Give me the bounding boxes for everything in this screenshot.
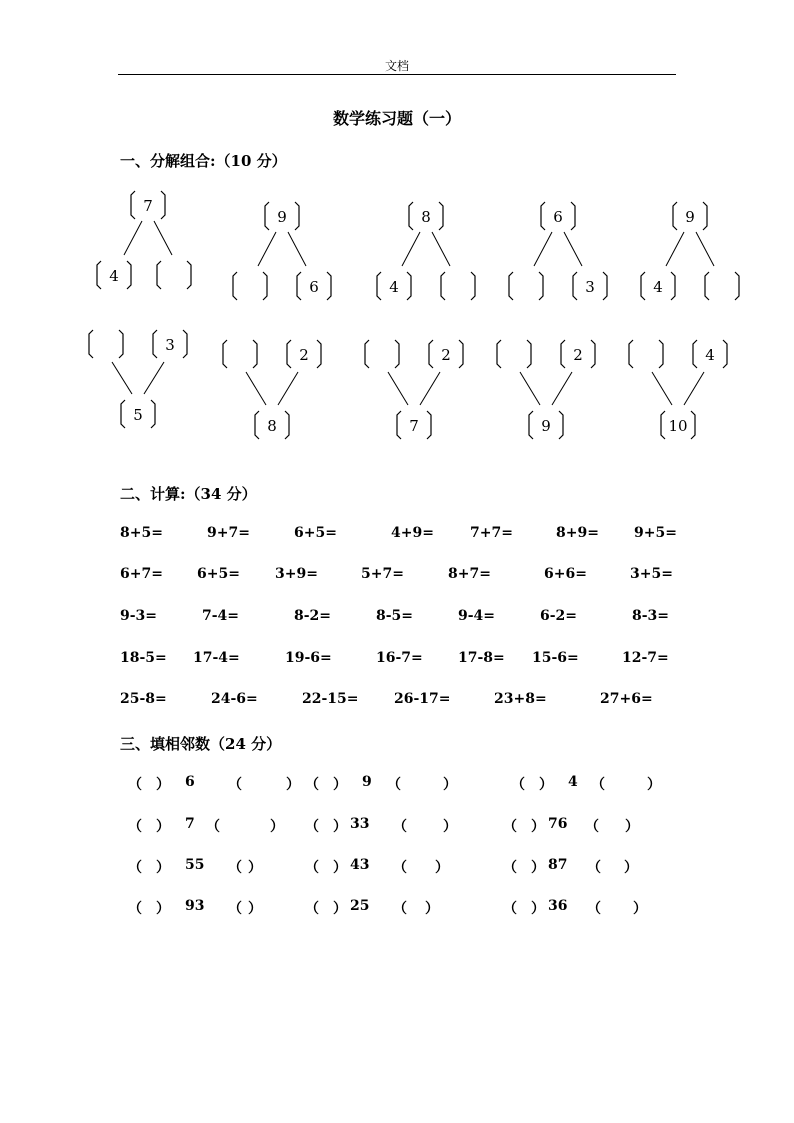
compose-0-left-right-bracket	[119, 330, 123, 358]
right-paren-close: ）	[435, 860, 449, 876]
compose-3-right-right-bracket	[591, 340, 595, 368]
compose-2-left-right-bracket	[395, 340, 399, 368]
decompose-1-right-right-bracket	[327, 272, 331, 300]
right-paren-open: （	[393, 860, 407, 876]
decompose-0-left-right-bracket	[127, 261, 131, 289]
decompose-4-left-value: 4	[653, 278, 663, 296]
page-title: 数学练习题（一）	[332, 109, 461, 128]
compose-0-right-right-bracket	[183, 330, 187, 358]
decompose-0-right-left-bracket	[157, 261, 161, 289]
calc-row	[0, 691, 794, 713]
right-paren-close: ）	[443, 819, 457, 835]
decompose-3-top-value: 6	[553, 208, 563, 226]
neighbor-number: 36	[548, 898, 568, 914]
decompose-2-left-value: 4	[389, 278, 399, 296]
compose-4-left-right-bracket	[659, 340, 663, 368]
compose-2-left-left-bracket	[365, 340, 369, 368]
section-title-decompose: 一、分解组合:（10 分）	[120, 152, 287, 170]
calc-row	[0, 608, 794, 630]
neighbor-number: 7	[185, 816, 195, 832]
right-paren-close: ）	[425, 901, 439, 917]
calc-row	[0, 525, 794, 547]
left-paren-close: ）	[333, 819, 347, 835]
calc-problem: 18-5=	[120, 650, 167, 666]
compose-4-right-right-bracket	[723, 340, 727, 368]
calc-problem: 3+5=	[630, 566, 673, 582]
neighbor-number: 76	[548, 816, 568, 832]
decompose-4-top-right-bracket	[703, 202, 707, 230]
right-paren-close: ）	[633, 901, 647, 917]
neighbor-number: 25	[350, 898, 370, 914]
compose-1-right-left-bracket	[287, 340, 291, 368]
right-paren-close: ）	[443, 777, 457, 793]
calc-problem: 27+6=	[600, 691, 653, 707]
left-paren-open: （	[503, 819, 517, 835]
compose-1-right-right-bracket	[317, 340, 321, 368]
left-paren-close: ）	[156, 819, 170, 835]
calc-problem: 6+5=	[197, 566, 240, 582]
compose-0-left-branch	[112, 362, 132, 394]
neighbor-number: 4	[568, 774, 578, 790]
neighbor-number: 93	[185, 898, 205, 914]
decompose-0-top-left-bracket	[131, 191, 135, 219]
decompose-2-left-branch	[402, 232, 420, 266]
right-paren-close: ）	[248, 901, 262, 917]
compose-0-right-branch	[144, 362, 164, 394]
calc-problem: 6+6=	[544, 566, 587, 582]
decompose-3-left-right-bracket	[539, 272, 543, 300]
decompose-3-top-right-bracket	[571, 202, 575, 230]
compose-4-sum-value: 10	[668, 417, 688, 435]
decompose-1-top-value: 9	[277, 208, 287, 226]
calc-problem: 6-2=	[540, 608, 578, 624]
decompose-0-left-branch	[124, 221, 142, 255]
decompose-0-right-right-bracket	[187, 261, 191, 289]
calc-problem: 8-3=	[632, 608, 670, 624]
decompose-3-right-right-bracket	[603, 272, 607, 300]
compose-3-left-left-bracket	[497, 340, 501, 368]
calc-problem: 17-8=	[458, 650, 505, 666]
compose-0-sum-value: 5	[133, 406, 143, 424]
neighbors-row	[0, 857, 794, 879]
compose-4-right-branch	[684, 372, 704, 405]
compose-3-left-branch	[520, 372, 540, 405]
calc-problem: 15-6=	[532, 650, 579, 666]
section-title-calc: 二、计算:（34 分）	[120, 485, 257, 503]
left-paren-close: ）	[531, 901, 545, 917]
calc-problem: 3+9=	[275, 566, 318, 582]
calc-problem: 9+7=	[207, 525, 250, 541]
compose-0-sum-left-bracket	[121, 400, 125, 428]
decompose-1-right-value: 6	[309, 278, 319, 296]
right-paren-close: ）	[270, 819, 284, 835]
left-paren-open: （	[305, 901, 319, 917]
decompose-diagrams	[0, 170, 794, 460]
decompose-1-left-left-bracket	[233, 272, 237, 300]
right-paren-open: （	[228, 777, 242, 793]
left-paren-open: （	[503, 860, 517, 876]
calc-problem: 6+5=	[294, 525, 337, 541]
decompose-4-left-branch	[666, 232, 684, 266]
calc-problem: 23+8=	[494, 691, 547, 707]
calc-problem: 22-15=	[302, 691, 359, 707]
decompose-0-top-value: 7	[143, 197, 153, 215]
decompose-1-top-left-bracket	[265, 202, 269, 230]
compose-2-sum-left-bracket	[397, 411, 401, 439]
decompose-0-top-right-bracket	[161, 191, 165, 219]
neighbor-number: 55	[185, 857, 205, 873]
compose-1-sum-left-bracket	[255, 411, 259, 439]
left-paren-close: ）	[333, 777, 347, 793]
compose-4-sum-left-bracket	[661, 411, 665, 439]
compose-4-right-left-bracket	[693, 340, 697, 368]
section-title-neighbors: 三、填相邻数（24 分）	[120, 735, 282, 753]
decompose-2-left-right-bracket	[407, 272, 411, 300]
decompose-4-left-right-bracket	[671, 272, 675, 300]
decompose-1-left-right-bracket	[263, 272, 267, 300]
calc-problem: 16-7=	[376, 650, 423, 666]
calc-problem: 9-4=	[458, 608, 496, 624]
compose-0-left-left-bracket	[89, 330, 93, 358]
compose-3-sum-right-bracket	[559, 411, 563, 439]
compose-1-left-branch	[246, 372, 266, 405]
left-paren-open: （	[128, 777, 142, 793]
neighbor-number: 33	[350, 816, 370, 832]
decompose-0-right-branch	[154, 221, 172, 255]
decompose-1-left-branch	[258, 232, 276, 266]
calc-problem: 25-8=	[120, 691, 167, 707]
compose-2-right-value: 2	[441, 346, 451, 364]
decompose-2-right-branch	[432, 232, 450, 266]
compose-3-sum-left-bracket	[529, 411, 533, 439]
compose-2-right-right-bracket	[459, 340, 463, 368]
left-paren-close: ）	[156, 860, 170, 876]
calc-problem: 4+9=	[391, 525, 434, 541]
left-paren-open: （	[128, 819, 142, 835]
decompose-1-top-right-bracket	[295, 202, 299, 230]
right-paren-close: ）	[624, 860, 638, 876]
left-paren-close: ）	[539, 777, 553, 793]
calc-problem: 8-5=	[376, 608, 414, 624]
right-paren-open: （	[228, 901, 242, 917]
decompose-4-right-left-bracket	[705, 272, 709, 300]
neighbor-number: 9	[362, 774, 372, 790]
compose-1-left-left-bracket	[223, 340, 227, 368]
right-paren-close: ）	[647, 777, 661, 793]
decompose-1-right-branch	[288, 232, 306, 266]
decompose-3-right-branch	[564, 232, 582, 266]
compose-3-sum-value: 9	[541, 417, 551, 435]
compose-3-right-branch	[552, 372, 572, 405]
compose-3-right-left-bracket	[561, 340, 565, 368]
calc-problem: 26-17=	[394, 691, 451, 707]
right-paren-open: （	[393, 901, 407, 917]
compose-1-right-value: 2	[299, 346, 309, 364]
left-paren-open: （	[305, 819, 319, 835]
neighbor-number: 43	[350, 857, 370, 873]
decompose-3-top-left-bracket	[541, 202, 545, 230]
compose-2-right-left-bracket	[429, 340, 433, 368]
left-paren-close: ）	[333, 860, 347, 876]
calc-row	[0, 650, 794, 672]
compose-2-left-branch	[388, 372, 408, 405]
right-paren-open: （	[587, 860, 601, 876]
calc-problem: 9-3=	[120, 608, 158, 624]
left-paren-open: （	[305, 777, 319, 793]
decompose-2-top-left-bracket	[409, 202, 413, 230]
right-paren-open: （	[585, 819, 599, 835]
calc-problem: 17-4=	[193, 650, 240, 666]
compose-2-sum-value: 7	[409, 417, 419, 435]
compose-0-right-value: 3	[165, 336, 175, 354]
calc-problem: 9+5=	[634, 525, 677, 541]
decompose-2-right-left-bracket	[441, 272, 445, 300]
left-paren-close: ）	[531, 860, 545, 876]
calc-problem: 7+7=	[470, 525, 513, 541]
decompose-2-top-value: 8	[421, 208, 431, 226]
left-paren-close: ）	[156, 901, 170, 917]
left-paren-open: （	[128, 860, 142, 876]
decompose-3-right-value: 3	[585, 278, 595, 296]
decompose-2-left-left-bracket	[377, 272, 381, 300]
header-rule	[118, 74, 676, 75]
compose-1-sum-right-bracket	[285, 411, 289, 439]
calc-problem: 7-4=	[202, 608, 240, 624]
calc-problem: 8+7=	[448, 566, 491, 582]
left-paren-open: （	[305, 860, 319, 876]
compose-2-sum-right-bracket	[427, 411, 431, 439]
right-paren-open: （	[387, 777, 401, 793]
compose-4-left-branch	[652, 372, 672, 405]
neighbor-number: 6	[185, 774, 195, 790]
decompose-0-left-left-bracket	[97, 261, 101, 289]
right-paren-open: （	[393, 819, 407, 835]
compose-3-right-value: 2	[573, 346, 583, 364]
left-paren-open: （	[511, 777, 525, 793]
compose-4-sum-right-bracket	[691, 411, 695, 439]
decompose-4-top-value: 9	[685, 208, 695, 226]
decompose-4-top-left-bracket	[673, 202, 677, 230]
calc-problem: 19-6=	[285, 650, 332, 666]
left-paren-close: ）	[333, 901, 347, 917]
left-paren-close: ）	[531, 819, 545, 835]
neighbor-number: 87	[548, 857, 568, 873]
calc-problem: 6+7=	[120, 566, 163, 582]
right-paren-close: ）	[248, 860, 262, 876]
right-paren-close: ）	[286, 777, 300, 793]
compose-1-right-branch	[278, 372, 298, 405]
decompose-2-top-right-bracket	[439, 202, 443, 230]
right-paren-close: ）	[625, 819, 639, 835]
left-paren-open: （	[503, 901, 517, 917]
neighbors-row	[0, 816, 794, 838]
compose-1-left-right-bracket	[253, 340, 257, 368]
left-paren-open: （	[128, 901, 142, 917]
right-paren-open: （	[206, 819, 220, 835]
decompose-3-right-left-bracket	[573, 272, 577, 300]
decompose-4-left-left-bracket	[641, 272, 645, 300]
compose-3-left-right-bracket	[527, 340, 531, 368]
decompose-0-left-value: 4	[109, 267, 119, 285]
compose-0-sum-right-bracket	[151, 400, 155, 428]
neighbors-row	[0, 898, 794, 920]
decompose-1-right-left-bracket	[297, 272, 301, 300]
calc-problem: 24-6=	[211, 691, 258, 707]
compose-0-right-left-bracket	[153, 330, 157, 358]
compose-1-sum-value: 8	[267, 417, 277, 435]
calc-problem: 12-7=	[622, 650, 669, 666]
calc-row	[0, 566, 794, 588]
right-paren-open: （	[591, 777, 605, 793]
decompose-4-right-right-bracket	[735, 272, 739, 300]
calc-problem: 8+9=	[556, 525, 599, 541]
decompose-2-right-right-bracket	[471, 272, 475, 300]
right-paren-open: （	[587, 901, 601, 917]
document-header: 文档	[384, 59, 409, 73]
calc-problem: 8-2=	[294, 608, 332, 624]
decompose-3-left-left-bracket	[509, 272, 513, 300]
right-paren-open: （	[228, 860, 242, 876]
compose-4-right-value: 4	[705, 346, 715, 364]
neighbors-row	[0, 774, 794, 796]
decompose-3-left-branch	[534, 232, 552, 266]
compose-2-right-branch	[420, 372, 440, 405]
left-paren-close: ）	[156, 777, 170, 793]
calc-problem: 5+7=	[361, 566, 404, 582]
decompose-4-right-branch	[696, 232, 714, 266]
calc-problem: 8+5=	[120, 525, 163, 541]
compose-4-left-left-bracket	[629, 340, 633, 368]
